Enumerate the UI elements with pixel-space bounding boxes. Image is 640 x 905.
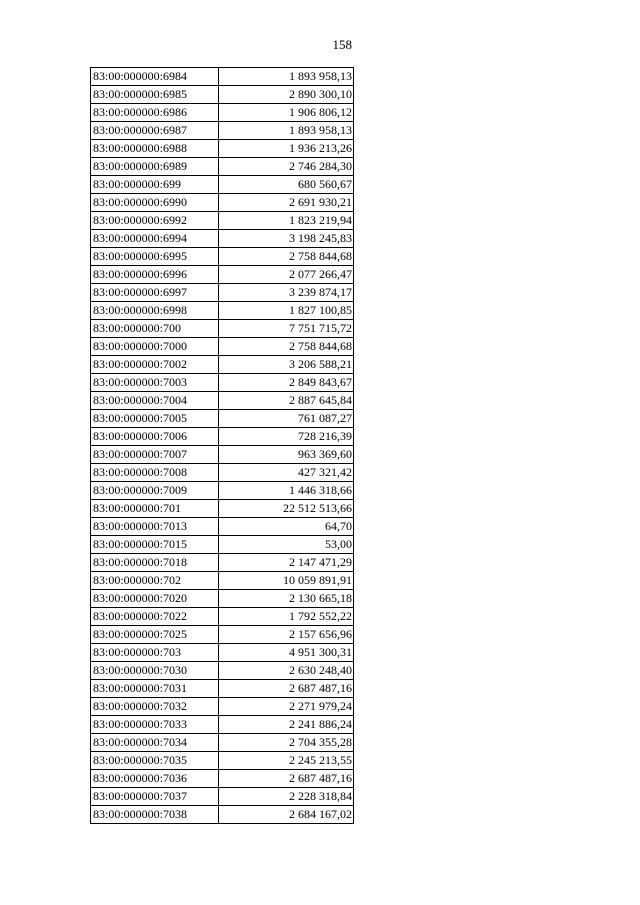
cadastral-number-cell: 83:00:000000:6997 [91,284,219,302]
table-row [91,320,354,338]
table-row [91,122,354,140]
cadastral-value-cell: 3 198 245,83 [219,230,354,248]
cadastral-number-cell: 83:00:000000:6986 [91,104,219,122]
cadastral-number-cell: 83:00:000000:7022 [91,608,219,626]
page-number: 158 [332,37,352,52]
table-row [91,734,354,752]
cadastral-value-cell: 2 271 979,24 [219,698,354,716]
cadastral-value-cell: 2 684 167,02 [219,806,354,824]
table-row [91,140,354,158]
table-row [91,572,354,590]
cadastral-value-cell: 2 890 300,10 [219,86,354,104]
table-row [91,770,354,788]
cadastral-number-cell: 83:00:000000:7004 [91,392,219,410]
cadastral-value-cell: 1 936 213,26 [219,140,354,158]
cadastral-number-cell: 83:00:000000:7030 [91,662,219,680]
table-body [91,68,354,824]
table-row [91,752,354,770]
cadastral-number-cell: 83:00:000000:7007 [91,446,219,464]
cadastral-number-cell: 83:00:000000:7006 [91,428,219,446]
cadastral-number-cell: 83:00:000000:6992 [91,212,219,230]
table-row [91,248,354,266]
cadastral-number-cell: 83:00:000000:702 [91,572,219,590]
table-row [91,464,354,482]
cadastral-number-cell: 83:00:000000:7034 [91,734,219,752]
table-row [91,302,354,320]
table-row [91,392,354,410]
cadastral-number-cell: 83:00:000000:7031 [91,680,219,698]
cadastral-value-cell: 2 630 248,40 [219,662,354,680]
table-row [91,608,354,626]
cadastral-value-cell: 2 704 355,28 [219,734,354,752]
table-row [91,284,354,302]
cadastral-number-cell: 83:00:000000:7009 [91,482,219,500]
cadastral-value-cell: 2 691 930,21 [219,194,354,212]
table-row [91,356,354,374]
cadastral-value-cell: 2 147 471,29 [219,554,354,572]
cadastral-value-cell: 1 827 100,85 [219,302,354,320]
cadastral-value-cell: 64,70 [219,518,354,536]
cadastral-number-cell: 83:00:000000:6990 [91,194,219,212]
cadastral-value-cell: 1 906 806,12 [219,104,354,122]
table-row [91,590,354,608]
cadastral-number-cell: 83:00:000000:7025 [91,626,219,644]
cadastral-value-cell: 53,00 [219,536,354,554]
table-row [91,662,354,680]
cadastral-number-cell: 83:00:000000:7002 [91,356,219,374]
cadastral-value-cell: 2 887 645,84 [219,392,354,410]
cadastral-number-cell: 83:00:000000:7005 [91,410,219,428]
cadastral-value-cell: 2 241 886,24 [219,716,354,734]
table-row [91,716,354,734]
cadastral-value-cell: 2 130 665,18 [219,590,354,608]
table-row [91,428,354,446]
cadastral-number-cell: 83:00:000000:6995 [91,248,219,266]
table-row [91,158,354,176]
table-row [91,446,354,464]
cadastral-number-cell: 83:00:000000:7033 [91,716,219,734]
table-row [91,518,354,536]
table-row [91,410,354,428]
cadastral-number-cell: 83:00:000000:7032 [91,698,219,716]
cadastral-number-cell: 83:00:000000:7020 [91,590,219,608]
cadastral-number-cell: 83:00:000000:7013 [91,518,219,536]
cadastral-number-cell: 83:00:000000:6996 [91,266,219,284]
table-row [91,626,354,644]
cadastral-number-cell: 83:00:000000:6985 [91,86,219,104]
cadastral-number-cell: 83:00:000000:7038 [91,806,219,824]
cadastral-value-cell: 2 746 284,30 [219,158,354,176]
table-row [91,104,354,122]
table-row [91,212,354,230]
table-row [91,788,354,806]
cadastral-number-cell: 83:00:000000:6998 [91,302,219,320]
cadastral-number-cell: 83:00:000000:7008 [91,464,219,482]
cadastral-number-cell: 83:00:000000:701 [91,500,219,518]
cadastral-value-cell: 2 758 844,68 [219,338,354,356]
cadastral-value-cell: 2 687 487,16 [219,680,354,698]
table-row [91,374,354,392]
table-row [91,482,354,500]
cadastral-value-cell: 963 369,60 [219,446,354,464]
cadastral-value-cell: 3 239 874,17 [219,284,354,302]
cadastral-value-cell: 4 951 300,31 [219,644,354,662]
cadastral-number-cell: 83:00:000000:6987 [91,122,219,140]
cadastral-value-cell: 2 228 318,84 [219,788,354,806]
cadastral-value-table [90,67,354,824]
table-row [91,698,354,716]
cadastral-value-cell: 10 059 891,91 [219,572,354,590]
cadastral-number-cell: 83:00:000000:7003 [91,374,219,392]
table-row [91,194,354,212]
cadastral-value-cell: 2 077 266,47 [219,266,354,284]
cadastral-value-cell: 680 560,67 [219,176,354,194]
cadastral-value-cell: 761 087,27 [219,410,354,428]
cadastral-value-cell: 2 245 213,55 [219,752,354,770]
cadastral-value-cell: 7 751 715,72 [219,320,354,338]
table-row [91,266,354,284]
cadastral-number-cell: 83:00:000000:6994 [91,230,219,248]
cadastral-number-cell: 83:00:000000:7037 [91,788,219,806]
table-row [91,86,354,104]
table-row [91,554,354,572]
cadastral-value-cell: 2 687 487,16 [219,770,354,788]
cadastral-number-cell: 83:00:000000:7035 [91,752,219,770]
table-row [91,806,354,824]
cadastral-value-cell: 2 157 656,96 [219,626,354,644]
cadastral-number-cell: 83:00:000000:6989 [91,158,219,176]
table-row [91,68,354,86]
cadastral-value-cell: 1 446 318,66 [219,482,354,500]
cadastral-number-cell: 83:00:000000:703 [91,644,219,662]
cadastral-value-cell: 3 206 588,21 [219,356,354,374]
cadastral-value-cell: 1 823 219,94 [219,212,354,230]
cadastral-number-cell: 83:00:000000:700 [91,320,219,338]
table-row [91,680,354,698]
table-row [91,644,354,662]
cadastral-number-cell: 83:00:000000:6988 [91,140,219,158]
cadastral-value-cell: 2 758 844,68 [219,248,354,266]
cadastral-number-cell: 83:00:000000:7018 [91,554,219,572]
cadastral-value-cell: 2 849 843,67 [219,374,354,392]
cadastral-number-cell: 83:00:000000:7036 [91,770,219,788]
cadastral-number-cell: 83:00:000000:7015 [91,536,219,554]
table-row [91,176,354,194]
cadastral-value-cell: 1 792 552,22 [219,608,354,626]
table-row [91,500,354,518]
cadastral-value-cell: 1 893 958,13 [219,122,354,140]
cadastral-value-cell: 728 216,39 [219,428,354,446]
cadastral-value-cell: 1 893 958,13 [219,68,354,86]
cadastral-number-cell: 83:00:000000:7000 [91,338,219,356]
table-row [91,230,354,248]
table-row [91,536,354,554]
cadastral-number-cell: 83:00:000000:699 [91,176,219,194]
table-row [91,338,354,356]
cadastral-value-cell: 22 512 513,66 [219,500,354,518]
cadastral-number-cell: 83:00:000000:6984 [91,68,219,86]
cadastral-value-cell: 427 321,42 [219,464,354,482]
